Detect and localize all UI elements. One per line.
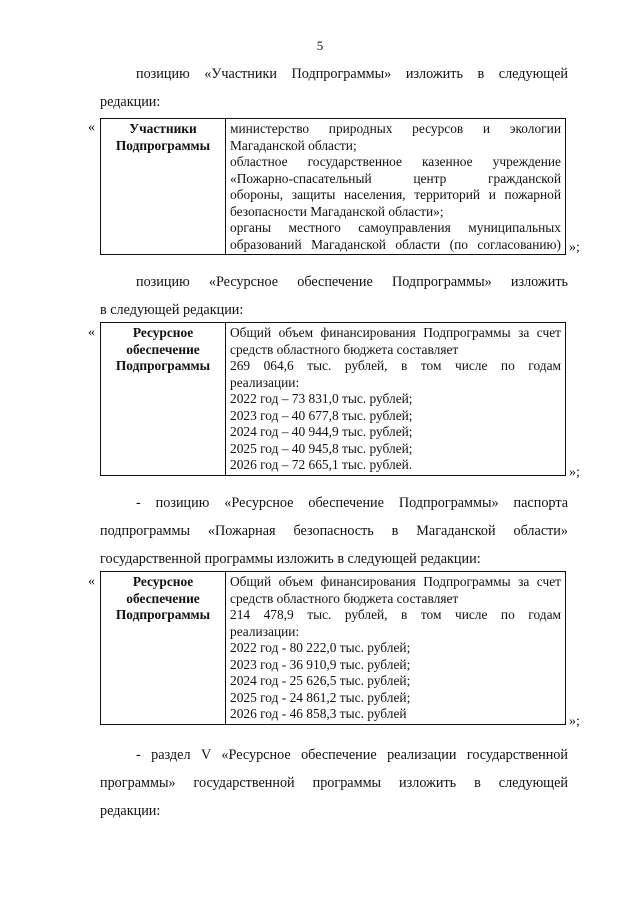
value-line: образований Магаданской области (по согласованию)	[230, 236, 561, 252]
open-quote: «	[88, 120, 95, 135]
label-line: Участники	[129, 121, 197, 136]
value-line: 2024 год – 40 944,9 тыс. рублей;	[230, 424, 413, 439]
value-line: Общий объем финансирования Подпрограммы за счет	[230, 574, 561, 589]
value-line: 2022 год - 80 222,0 тыс. рублей;	[230, 640, 411, 655]
text-line: позицию «Ресурсное обеспечение Подпрограммы» изложить	[136, 274, 568, 290]
value-line: обороны, защиты населения, территорий и пожарной	[230, 187, 561, 202]
paragraph-resource-intro-2	[100, 489, 568, 573]
value-line: 2022 год – 73 831,0 тыс. рублей;	[230, 391, 413, 406]
label-line: обеспечение	[126, 341, 200, 357]
value-line: средств областного бюджета составляет	[230, 341, 459, 357]
close-quote: »;	[569, 714, 580, 729]
text-line: редакции:	[100, 803, 161, 819]
text-line: в следующей редакции:	[100, 302, 244, 318]
value-line: министерство природных ресурсов и экологии	[230, 121, 561, 136]
table-value-cell	[226, 323, 566, 476]
label-line: Ресурсное	[132, 325, 194, 340]
value-line: реализации:	[230, 623, 300, 639]
table-label-cell	[101, 323, 226, 476]
text-line: - позицию «Ресурсное обеспечение Подпрограммы» паспорта	[136, 495, 568, 511]
label-line: Подпрограммы	[115, 137, 211, 153]
value-line: «Пожарно-спасательный центр гражданской	[230, 170, 561, 186]
value-line: 269 064,6 тыс. рублей, в том числе по годам	[230, 358, 561, 373]
paragraph-resource-intro-1	[100, 268, 568, 324]
label-line: Ресурсное	[132, 574, 194, 589]
table-label-cell	[101, 119, 226, 255]
value-line: Общий объем финансирования Подпрограммы за счет	[230, 325, 561, 340]
text-line: государственной программы изложить в следующей редакции:	[100, 551, 481, 567]
label-line: Подпрограммы	[115, 358, 211, 373]
label-line: Подпрограммы	[115, 607, 211, 622]
value-line: областное государственное казенное учреждение	[230, 154, 561, 169]
value-line: 2024 год - 25 626,5 тыс. рублей;	[230, 673, 411, 688]
value-line: 214 478,9 тыс. рублей, в том числе по годам	[230, 607, 561, 622]
table-value-cell	[226, 572, 566, 725]
value-line: 2025 год – 40 945,8 тыс. рублей;	[230, 440, 413, 456]
paragraph-participants-intro	[100, 60, 568, 116]
text-line: позицию «Участники Подпрограммы» изложить в следующей	[136, 66, 568, 82]
value-line: 2026 год - 46 858,3 тыс. рублей	[230, 706, 407, 721]
table-resource-2	[100, 571, 566, 725]
table-resource-1	[100, 322, 566, 476]
value-line: 2025 год - 24 861,2 тыс. рублей;	[230, 689, 411, 705]
open-quote: «	[88, 325, 95, 340]
table-label-cell	[101, 572, 226, 725]
text-line: - раздел V «Ресурсное обеспечение реализации государственной	[136, 747, 568, 763]
value-line: 2023 год – 40 677,8 тыс. рублей;	[230, 407, 413, 423]
text-line: редакции:	[100, 94, 161, 110]
value-line: средств областного бюджета составляет	[230, 590, 459, 606]
value-line: безопасности Магаданской области»;	[230, 203, 444, 219]
close-quote: »;	[569, 240, 580, 255]
text-line: программы» государственной программы изложить в следующей	[100, 775, 568, 791]
value-line: Магаданской области;	[230, 137, 357, 153]
table-value-cell	[226, 119, 566, 255]
value-line: органы местного самоуправления муниципальных	[230, 220, 561, 235]
text-line: подпрограммы «Пожарная безопасность в Магаданской области»	[100, 523, 568, 539]
open-quote: «	[88, 574, 95, 589]
label-line: обеспечение	[126, 590, 200, 606]
page-number: 5	[316, 38, 324, 53]
close-quote: »;	[569, 465, 580, 480]
value-line: 2026 год – 72 665,1 тыс. рублей.	[230, 457, 413, 472]
table-participants	[100, 118, 566, 255]
value-line: 2023 год - 36 910,9 тыс. рублей;	[230, 656, 411, 672]
value-line: реализации:	[230, 374, 300, 390]
paragraph-section-v	[100, 741, 568, 825]
